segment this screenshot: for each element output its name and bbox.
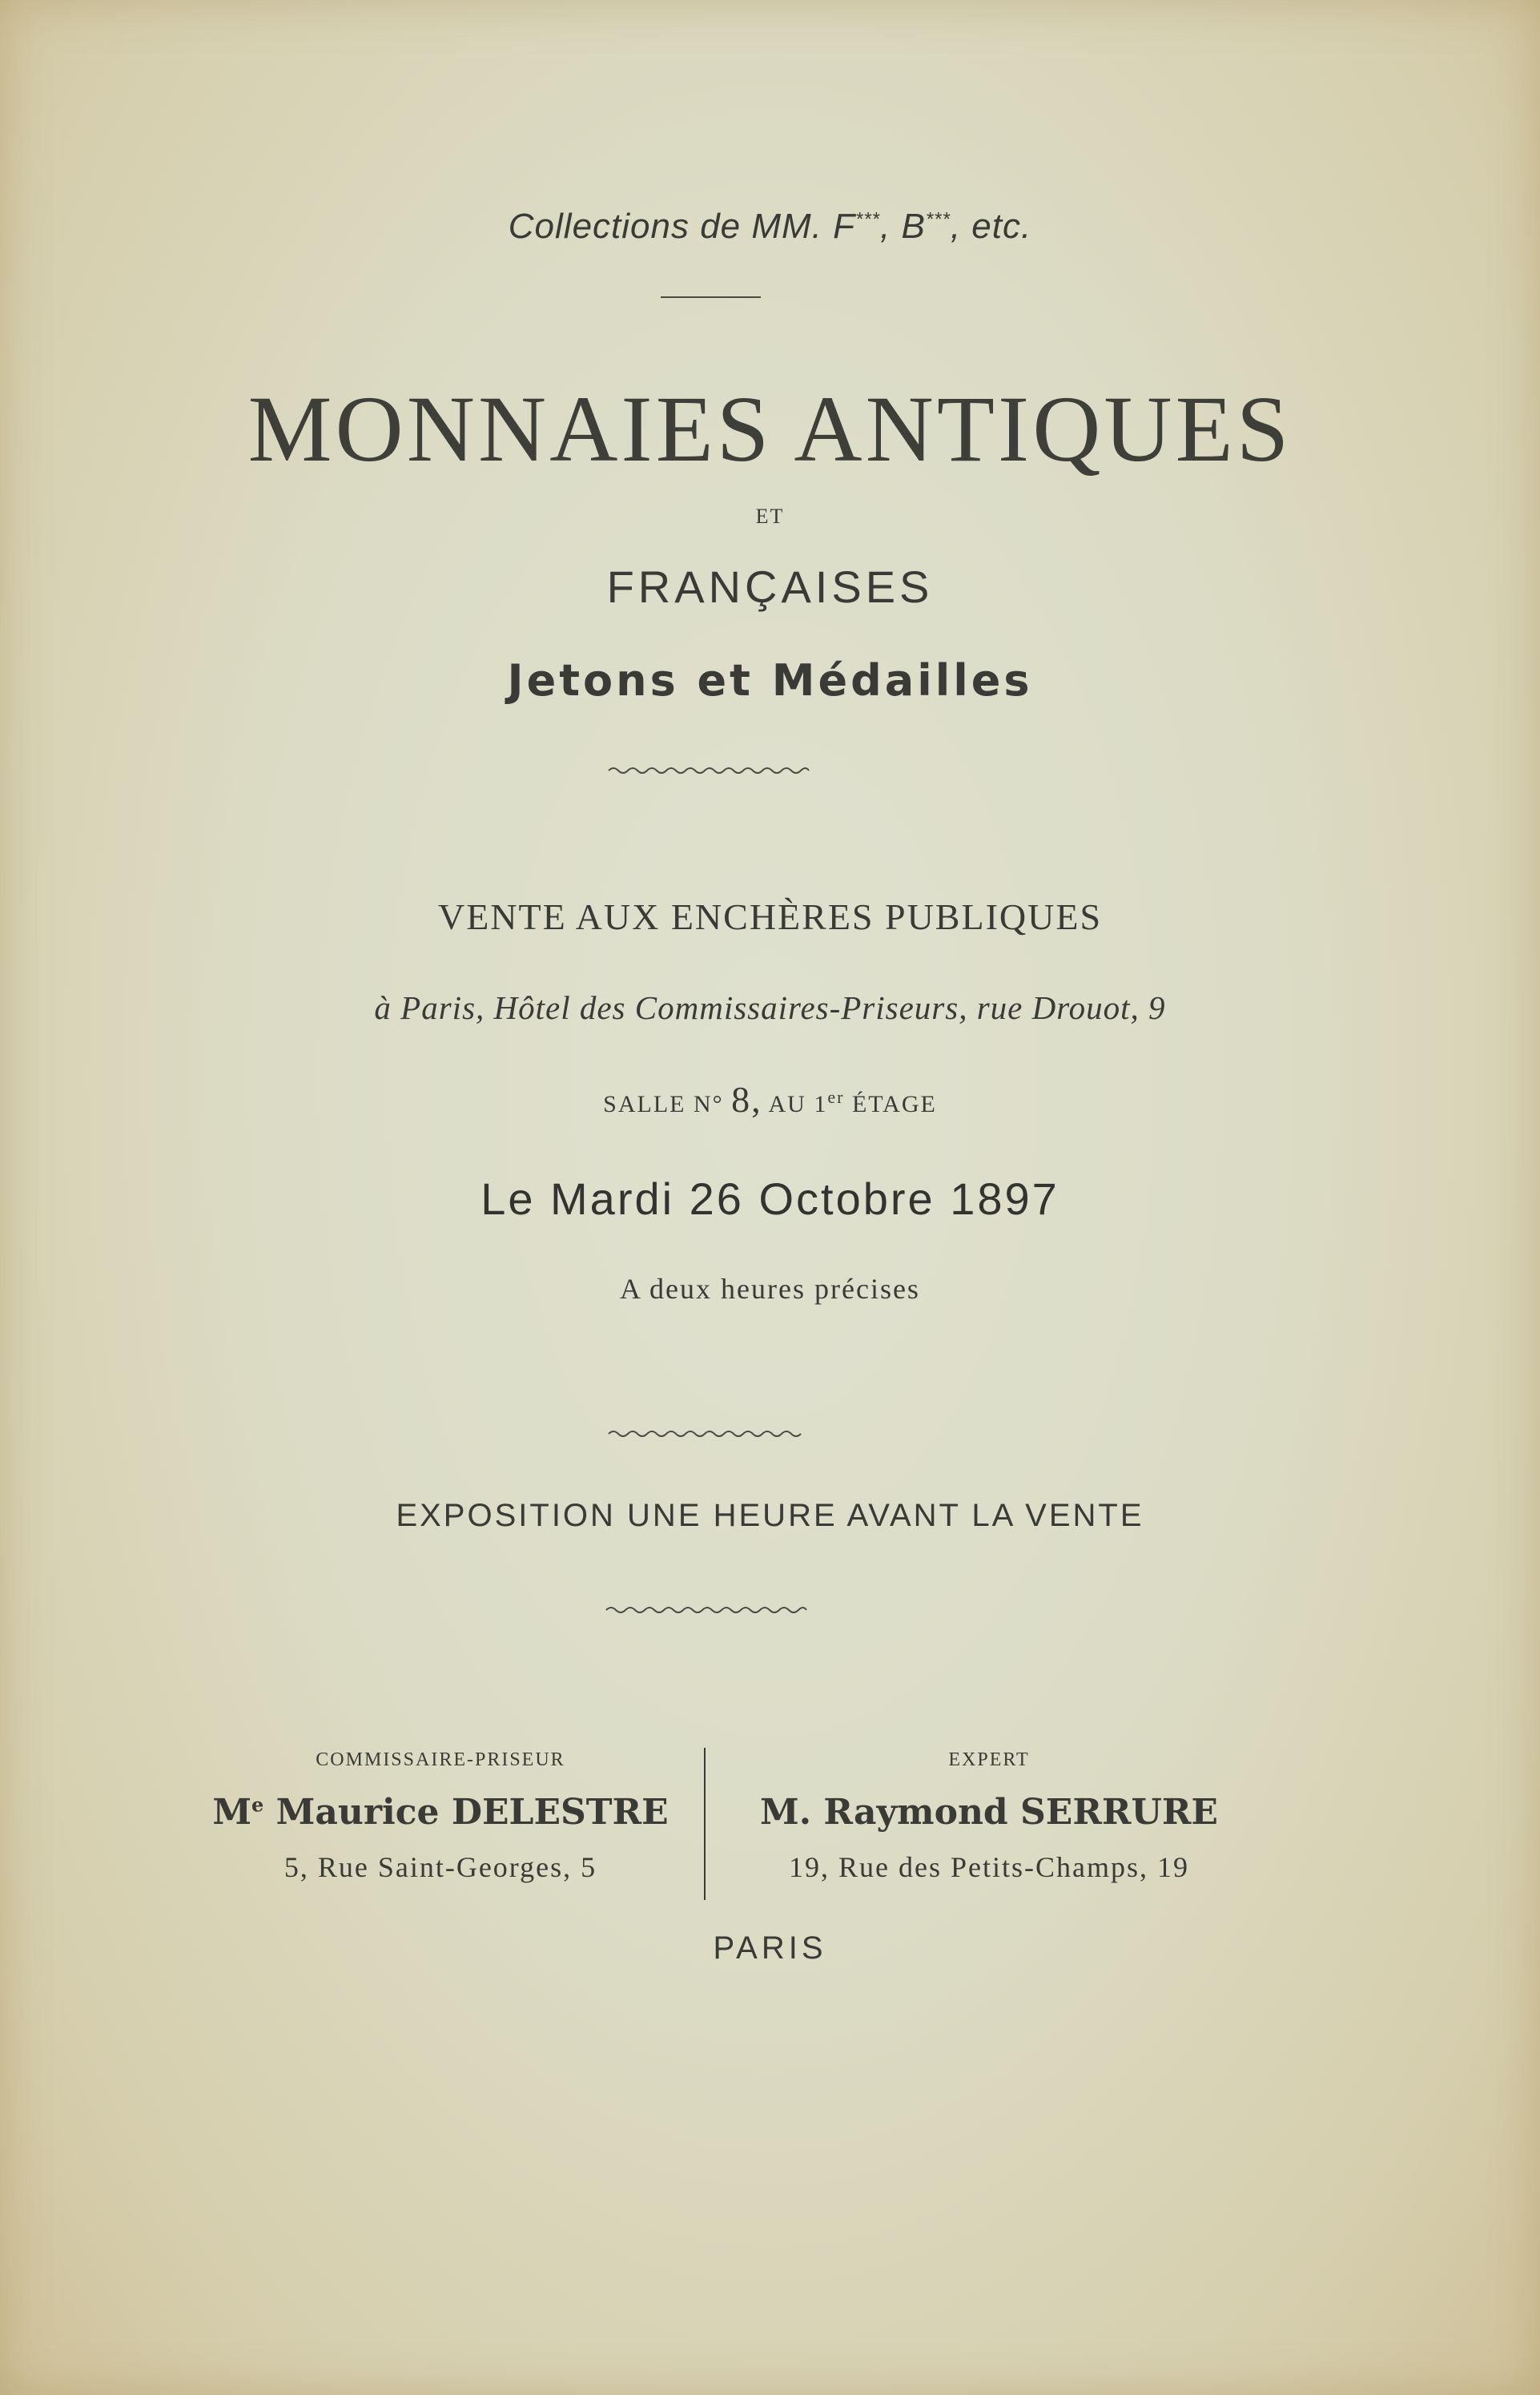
- sale-location: à Paris, Hôtel des Commissaires-Priseurs, rue Drouot, 9: [374, 989, 1166, 1026]
- collections-line: Collections de MM. F***, B***, etc.: [508, 207, 1032, 246]
- auctioneer-block: [192, 1749, 689, 1884]
- sale-room: SALLE N° 8, AU 1er ÉTAGE: [603, 1079, 937, 1120]
- column-divider: [704, 1748, 706, 1900]
- wavy-rule-2: [609, 1429, 801, 1439]
- sale-date: Le Mardi 26 Octobre 1897: [480, 1173, 1060, 1224]
- expert-address: 19, Rue des Petits-Champs, 19: [789, 1851, 1189, 1883]
- page-title: MONNAIES ANTIQUES: [247, 376, 1293, 481]
- short-rule: [661, 296, 761, 298]
- city: PARIS: [713, 1930, 827, 1966]
- sale-heading: VENTE AUX ENCHÈRES PUBLIQUES: [437, 896, 1103, 937]
- wavy-rule-3: [606, 1605, 806, 1615]
- auctioneer-role: COMMISSAIRE-PRISEUR: [316, 1749, 565, 1770]
- expert-role: EXPERT: [948, 1749, 1030, 1770]
- subtitle: FRANÇAISES: [606, 562, 934, 612]
- wavy-rule-1: [609, 766, 809, 775]
- sale-time: A deux heures précises: [620, 1273, 920, 1305]
- expert-name: M. Raymond SERRURE: [760, 1792, 1218, 1833]
- auctioneer-name: Me Maurice DELESTRE: [212, 1792, 669, 1833]
- subtitle-decorative: Jetons et Médailles: [507, 655, 1033, 706]
- conjunction: ET: [755, 505, 785, 528]
- auctioneer-address: 5, Rue Saint-Georges, 5: [283, 1851, 597, 1883]
- exposition-notice: EXPOSITION UNE HEURE AVANT LA VENTE: [396, 1498, 1144, 1533]
- expert-block: [721, 1749, 1257, 1884]
